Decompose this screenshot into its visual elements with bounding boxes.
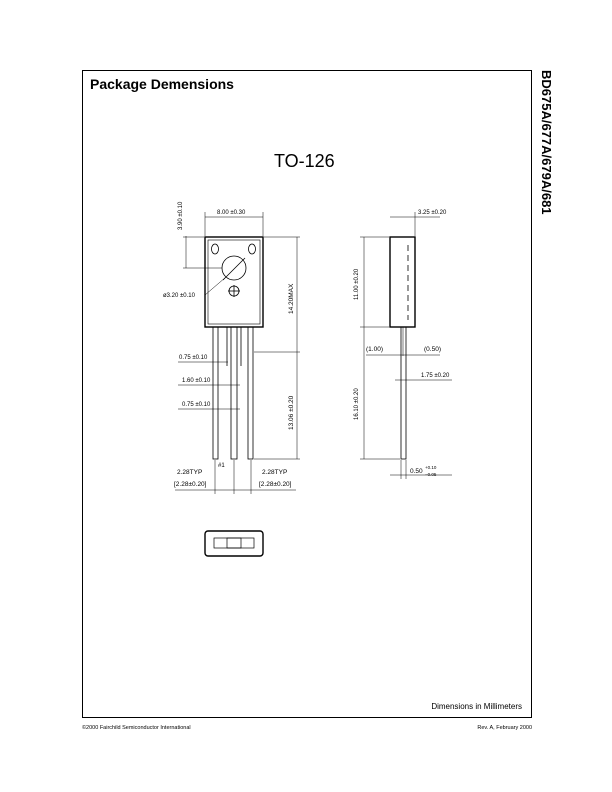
dim-hole-v: 3.90 ±0.10 xyxy=(178,201,184,230)
dim-ref-1: (1.00) xyxy=(366,346,383,353)
dim-pitch-tol-right: [2.28±0.20] xyxy=(259,481,292,488)
side-lead xyxy=(401,327,406,459)
front-body xyxy=(205,237,263,327)
side-body xyxy=(390,237,415,327)
package-name: TO-126 xyxy=(274,151,335,171)
dim-lead-thick-minus: −0.05 xyxy=(425,472,437,477)
dim-ref-2: (0.50) xyxy=(424,346,441,353)
dim-total-lead: 16.10 ±0.20 xyxy=(354,388,360,420)
bottom-view xyxy=(205,531,263,556)
corner-mark-left xyxy=(212,244,219,254)
dim-height-max: 14.20MAX xyxy=(288,283,295,314)
dim-pitch-typ-right: 2.28TYP xyxy=(262,469,288,476)
dim-lead-w3: 0.75 ±0.10 xyxy=(182,402,211,408)
dim-lead-w2: 1.60 ±0.10 xyxy=(182,378,211,384)
front-body-inner xyxy=(208,240,260,324)
pin-1-label: #1 xyxy=(218,463,225,469)
dim-width: 8.00 ±0.30 xyxy=(217,210,246,216)
dimension-labels xyxy=(163,201,450,488)
side-part-number-text: BD675A/677A/679A/681 xyxy=(539,70,554,215)
front-view xyxy=(175,212,300,494)
dim-lead-thick: 0.50 xyxy=(410,468,423,475)
dim-thickness: 3.25 ±0.20 xyxy=(418,210,447,216)
dim-pitch-tol-left: [2.28±0.20] xyxy=(174,481,207,488)
dim-body-height: 11.00 ±0.20 xyxy=(354,268,360,300)
page-title: Package Demensions xyxy=(90,76,234,92)
footer-revision: Rev. A, February 2000 xyxy=(477,725,532,731)
dim-hole-dia: ø3.20 ±0.10 xyxy=(163,293,195,299)
corner-mark-right xyxy=(249,244,256,254)
mounting-hole xyxy=(222,256,246,280)
lead-3 xyxy=(248,327,253,459)
dim-lead-offset: 1.75 ±0.20 xyxy=(421,373,450,379)
lead-2 xyxy=(231,327,237,459)
dim-lead-w1: 0.75 ±0.10 xyxy=(179,355,208,361)
dim-lead-thick-plus: +0.10 xyxy=(425,465,437,470)
dim-lead-len: 13.06 ±0.20 xyxy=(288,395,295,430)
footer-copyright: ©2000 Fairchild Semiconductor International xyxy=(82,725,191,731)
dim-pitch-typ-left: 2.28TYP xyxy=(177,469,203,476)
lead-1 xyxy=(213,327,218,459)
dimension-note: Dimensions in Millimeters xyxy=(431,702,522,711)
